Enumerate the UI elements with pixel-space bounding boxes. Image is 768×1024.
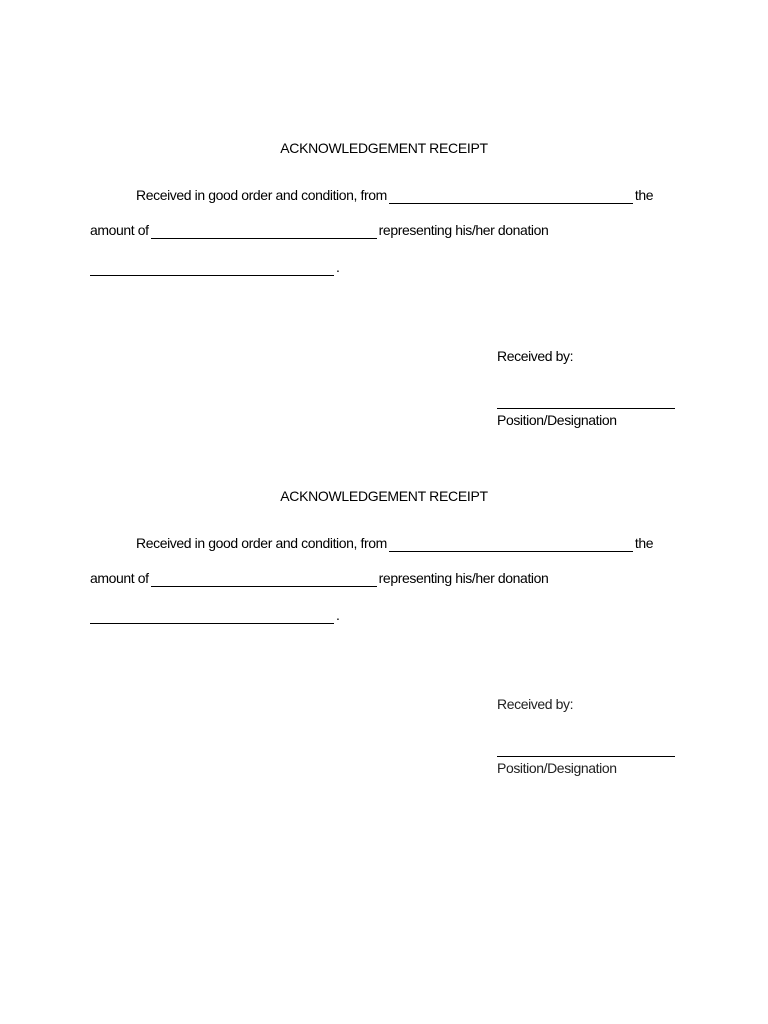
acknowledgement-receipt <box>0 348 768 776</box>
donor-name-blank <box>389 189 633 204</box>
amount-line <box>90 221 548 239</box>
signature-line <box>497 756 675 757</box>
received-from-end: the <box>634 535 654 551</box>
period: . <box>336 259 340 275</box>
receipt-title: ACKNOWLEDGEMENT RECEIPT <box>280 140 488 156</box>
donation-purpose-line <box>90 258 340 276</box>
position-designation-label: Position/Designation <box>497 412 617 428</box>
acknowledgement-receipt <box>0 0 768 428</box>
donation-purpose-line <box>90 606 340 624</box>
amount-blank <box>151 224 377 239</box>
amount-blank <box>151 572 377 587</box>
received-from-text: Received in good order and condition, from <box>136 535 387 551</box>
amount-line <box>90 569 548 587</box>
donation-text: representing his/her donation <box>378 222 549 238</box>
received-from-line <box>136 186 653 204</box>
received-by-label: Received by: <box>497 696 574 712</box>
received-from-end: the <box>634 187 654 203</box>
donation-purpose-blank <box>90 261 334 276</box>
donation-text: representing his/her donation <box>378 570 549 586</box>
amount-label: amount of <box>90 570 149 586</box>
received-from-text: Received in good order and condition, from <box>136 187 387 203</box>
receipt-title: ACKNOWLEDGEMENT RECEIPT <box>280 488 488 504</box>
period: . <box>336 607 340 623</box>
donation-purpose-blank <box>90 609 334 624</box>
donor-name-blank <box>389 537 633 552</box>
received-from-line <box>136 534 653 552</box>
received-by-label: Received by: <box>497 348 574 364</box>
amount-label: amount of <box>90 222 149 238</box>
position-designation-label: Position/Designation <box>497 760 617 776</box>
